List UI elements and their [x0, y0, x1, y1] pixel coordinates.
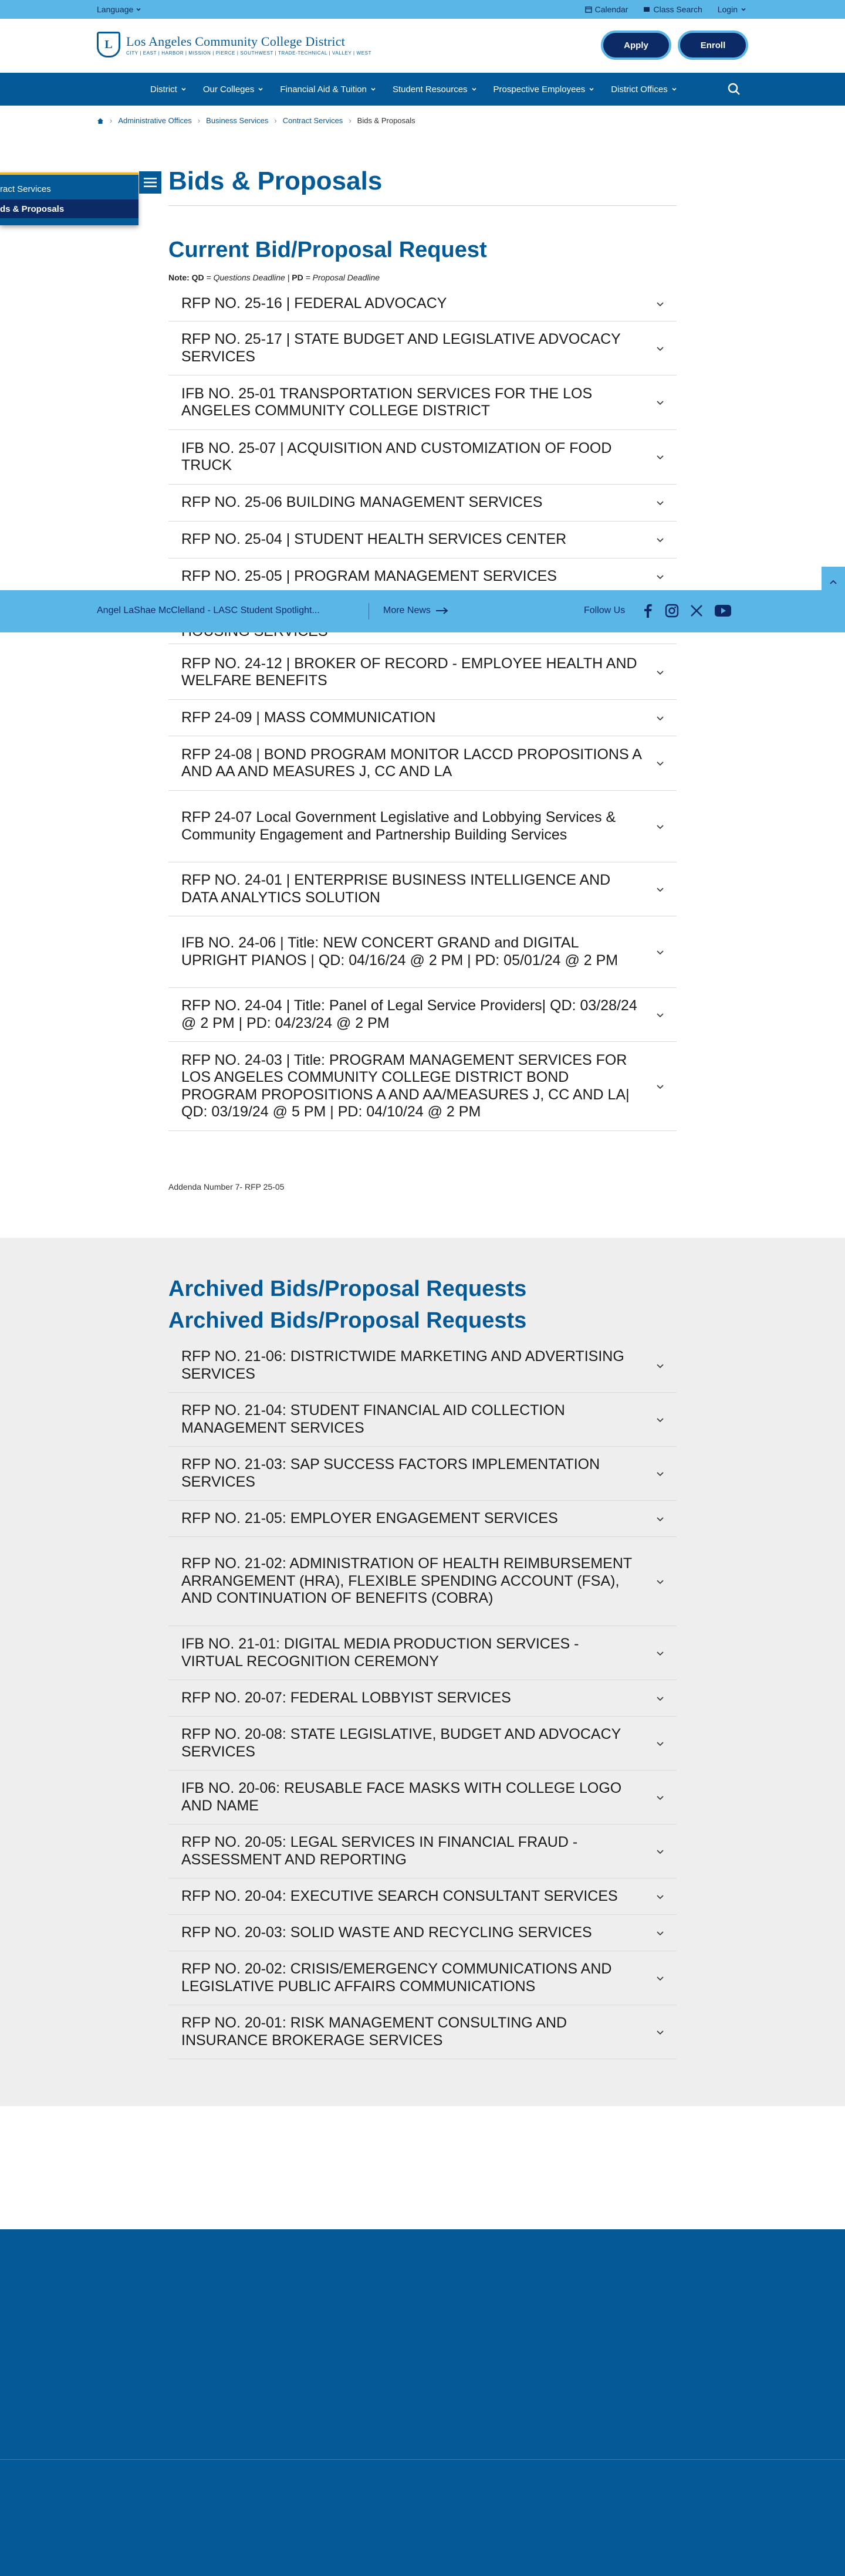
calendar-label: Calendar — [594, 5, 628, 14]
chevron-down-icon — [655, 1082, 665, 1091]
chevron-down-icon — [370, 86, 376, 92]
nav-item-financial-aid[interactable] — [280, 84, 376, 94]
chevron-down-icon — [655, 398, 665, 407]
nav-label: Our Colleges — [202, 84, 255, 94]
accordion-label: IFB NO. 25-07 | ACQUISITION AND CUSTOMIZATION OF FOOD TRUCK — [181, 439, 612, 473]
accordion-item[interactable] — [168, 1717, 677, 1771]
search-icon[interactable] — [726, 81, 742, 97]
main-nav — [0, 73, 845, 106]
x-twitter-icon[interactable] — [689, 604, 704, 618]
site-header — [0, 19, 845, 73]
chevron-down-icon — [655, 1928, 665, 1938]
chevron-down-icon — [655, 759, 665, 768]
accordion-label: RFP NO. 21-05: EMPLOYER ENGAGEMENT SERVICES — [181, 1509, 558, 1526]
chevron-down-icon — [655, 1514, 665, 1524]
site-logo[interactable] — [97, 32, 371, 57]
accordion-label: RFP NO. 21-03: SAP SUCCESS FACTORS IMPLEMENTATION SERVICES — [181, 1456, 600, 1490]
chevron-down-icon — [258, 86, 263, 92]
accordion-label: RFP NO. 25-04 | STUDENT HEALTH SERVICES CENTER — [181, 531, 567, 548]
chevron-down-icon — [655, 1415, 665, 1424]
accordion-label: RFP NO. 24-03 | Title: PROGRAM MANAGEMENT SERVICES FOR LOS ANGELES COMMUNITY COLLEGE DISTRICT BOND PROGRAM PROPOSITIONS A AND AA/MEASURES J, CC AND LA| QD: 03/19/24 @ 5 PM | PD: 04/10/24 @ 2 PM — [181, 1051, 630, 1120]
breadcrumb-contract-services[interactable]: Contract Services — [282, 116, 343, 125]
footer-divider — [0, 2459, 845, 2460]
chevron-down-icon — [655, 885, 665, 894]
accordion-label: RFP NO. 20-08: STATE LEGISLATIVE, BUDGET AND ADVOCACY SERVICES — [181, 1726, 621, 1760]
accordion-label: RFP NO. 20-07: FEDERAL LOBBYIST SERVICES — [181, 1689, 511, 1706]
current-requests-accordion — [168, 286, 677, 595]
accordion-label: RFP NO. 24-01 | ENTERPRISE BUSINESS INTELLIGENCE AND DATA ANALYTICS SOLUTION — [181, 872, 611, 906]
youtube-icon[interactable] — [714, 604, 732, 617]
nav-label: Prospective Employees — [493, 84, 586, 94]
chevron-down-icon — [655, 1974, 665, 1983]
nav-item-student-resources[interactable] — [393, 84, 477, 94]
arrow-right-icon — [435, 607, 448, 614]
chevron-down-icon — [655, 299, 665, 309]
nav-item-our-colleges[interactable] — [203, 84, 264, 94]
social-links — [641, 603, 732, 618]
accordion-item[interactable] — [168, 988, 677, 1042]
enroll-button[interactable]: Enroll — [678, 31, 748, 60]
chevron-down-icon — [741, 6, 746, 12]
utility-bar — [0, 0, 845, 19]
accordion-item[interactable] — [168, 1393, 677, 1447]
accordion-item[interactable] — [168, 522, 677, 558]
breadcrumb-separator: › — [274, 116, 277, 125]
accordion-label: RFP NO. 25-16 | FEDERAL ADVOCACY — [181, 295, 447, 312]
chevron-down-icon — [655, 572, 665, 581]
accordion-item[interactable] — [168, 700, 677, 736]
chevron-down-icon — [655, 344, 665, 353]
more-news-link[interactable] — [383, 605, 448, 616]
accordion-item[interactable] — [168, 1771, 677, 1824]
chevron-down-icon — [655, 1847, 665, 1856]
chevron-down-icon — [655, 1793, 665, 1802]
breadcrumb — [97, 116, 415, 125]
language-label: Language — [97, 5, 134, 14]
accordion-label: RFP NO. 24-12 | BROKER OF RECORD - EMPLOYEE HEALTH AND WELFARE BENEFITS — [181, 655, 637, 689]
chevron-down-icon — [655, 452, 665, 462]
accordion-item[interactable] — [168, 1447, 677, 1501]
accordion-item[interactable] — [168, 286, 677, 321]
facebook-icon[interactable] — [641, 603, 654, 618]
addenda-link[interactable]: Addenda Number 7- RFP 25-05 — [168, 1182, 285, 1191]
nav-label: District — [150, 84, 177, 94]
accordion-item[interactable] — [168, 485, 677, 522]
accordion-label: RFP NO. 20-02: CRISIS/EMERGENCY COMMUNICATIONS AND LEGISLATIVE PUBLIC AFFAIRS COMMUNICATIONS — [181, 1961, 612, 1995]
accordion-label: RFP NO. 21-02: ADMINISTRATION OF HEALTH REIMBURSEMENT ARRANGEMENT (HRA), FLEXIBLE SPENDING ACCOUNT (FSA), AND CONTINUATION OF BENEFITS (COBRA) — [181, 1555, 632, 1607]
class-search-label: Class Search — [653, 5, 702, 14]
news-alert-bar — [0, 590, 845, 632]
accordion-label: RFP NO. 24-04 | Title: Panel of Legal Service Providers| QD: 03/28/24 @ 2 PM | PD: 04/23/24 @ 2 PM — [181, 997, 637, 1031]
chevron-down-icon — [471, 86, 477, 92]
breadcrumb-separator: › — [197, 116, 201, 125]
accordion-item[interactable] — [168, 1339, 677, 1393]
breadcrumb-separator: › — [110, 116, 113, 125]
instagram-icon[interactable] — [665, 604, 679, 618]
chevron-down-icon — [655, 713, 665, 723]
accordion-item[interactable] — [168, 430, 677, 485]
login-label: Login — [717, 5, 738, 14]
note-qd: QD — [191, 273, 204, 282]
current-requests-accordion-continued — [168, 645, 677, 1131]
accordion-label: RFP 24-08 | BOND PROGRAM MONITOR LACCD PROPOSITIONS A AND AA AND MEASURES J, CC AND LA — [181, 746, 641, 780]
accordion-item[interactable] — [168, 791, 677, 862]
accordion-item[interactable] — [168, 1042, 677, 1131]
nav-item-district-offices[interactable] — [611, 84, 677, 94]
current-requests-heading: Current Bid/Proposal Request — [168, 238, 487, 262]
accordion-item[interactable] — [168, 916, 677, 988]
nav-label: Student Resources — [392, 84, 468, 94]
chevron-down-icon — [655, 1361, 665, 1370]
site-footer — [0, 2229, 845, 2576]
chevron-down-icon — [655, 2027, 665, 2037]
note-qd-text: = Questions Deadline | — [204, 273, 292, 282]
hamburger-icon — [144, 177, 157, 188]
class-search-icon — [643, 6, 650, 13]
chevron-down-icon — [589, 86, 594, 92]
chevron-down-icon — [655, 1648, 665, 1658]
login-menu[interactable] — [718, 5, 746, 14]
chevron-up-icon — [829, 577, 838, 587]
deadline-note — [168, 273, 380, 282]
breadcrumb-current: Bids & Proposals — [357, 116, 415, 125]
chevron-down-icon — [181, 86, 187, 92]
accordion-label: RFP NO. 20-04: EXECUTIVE SEARCH CONSULTANT SERVICES — [181, 1887, 618, 1904]
logo-subtitle: CITY | EAST | HARBOR | MISSION | PIERCE | SOUTHWEST | TRADE-TECHNICAL | VALLEY | WEST — [126, 50, 372, 56]
accordion-item[interactable] — [168, 1951, 677, 2005]
title-divider — [168, 205, 677, 206]
note-label: Note: — [168, 273, 190, 282]
note-pd: PD — [292, 273, 303, 282]
accordion-label: RFP NO. 20-03: SOLID WASTE AND RECYCLING SERVICES — [181, 1924, 592, 1941]
chevron-down-icon — [655, 947, 665, 957]
sidebar-item-bids-proposals[interactable]: ds & Proposals — [0, 199, 138, 218]
chevron-down-icon — [655, 1577, 665, 1586]
accordion-label: RFP NO. 20-05: LEGAL SERVICES IN FINANCIAL FRAUD - ASSESSMENT AND REPORTING — [181, 1834, 578, 1868]
accordion-item[interactable] — [168, 1824, 677, 1878]
accordion-item[interactable] — [168, 736, 677, 791]
accordion-item[interactable] — [168, 321, 677, 375]
accordion-item[interactable] — [168, 1501, 677, 1537]
accordion-label: RFP NO. 25-05 | PROGRAM MANAGEMENT SERVICES — [181, 568, 557, 585]
chevron-down-icon — [655, 1469, 665, 1478]
breadcrumb-separator: › — [349, 116, 351, 125]
nav-label: Financial Aid & Tuition — [280, 84, 367, 94]
calendar-icon — [585, 6, 592, 13]
chevron-down-icon — [655, 498, 665, 507]
back-to-top-button[interactable] — [822, 567, 845, 597]
archived-requests-accordion — [168, 1339, 677, 2059]
nav-label: District Offices — [611, 84, 668, 94]
accordion-item[interactable] — [168, 862, 677, 916]
logo-name: Los Angeles Community College District — [126, 33, 346, 49]
accordion-label: RFP NO. 21-04: STUDENT FINANCIAL AID COLLECTION MANAGEMENT SERVICES — [181, 1402, 565, 1436]
accordion-item[interactable] — [168, 375, 677, 430]
accordion-label: RFP 24-09 | MASS COMMUNICATION — [181, 709, 436, 726]
accordion-label: RFP NO. 25-17 | STATE BUDGET AND LEGISLATIVE ADVOCACY SERVICES — [181, 331, 621, 365]
accordion-item[interactable] — [168, 2005, 677, 2059]
follow-us-label: Follow Us — [584, 605, 626, 615]
accordion-item[interactable] — [168, 1537, 677, 1626]
chevron-down-icon — [655, 535, 665, 544]
language-selector[interactable] — [97, 5, 141, 14]
accordion-label: IFB NO. 21-01: DIGITAL MEDIA PRODUCTION SERVICES - VIRTUAL RECOGNITION CEREMONY — [181, 1636, 579, 1670]
accordion-item[interactable] — [168, 1878, 677, 1915]
accordion-label: RFP NO. 25-06 BUILDING MANAGEMENT SERVICES — [181, 494, 543, 511]
chevron-down-icon — [655, 668, 665, 677]
accordion-label: IFB NO. 25-01 TRANSPORTATION SERVICES FOR THE LOS ANGELES COMMUNITY COLLEGE DISTRICT — [181, 385, 593, 419]
breadcrumb-administrative-offices[interactable]: Administrative Offices — [118, 116, 192, 125]
accordion-item[interactable] — [168, 645, 677, 700]
seal-icon: L — [97, 32, 120, 57]
accordion-item[interactable] — [168, 1626, 677, 1680]
accordion-label: RFP 24-07 Local Government Legislative and Lobbying Services & Community Engagement and Partnership Building Services — [181, 809, 616, 843]
nav-item-district[interactable] — [150, 84, 187, 94]
sidebar-toggle-button[interactable] — [139, 171, 161, 194]
chevron-down-icon — [136, 6, 141, 12]
archived-heading-repeat: Archived Bids/Proposal Requests — [168, 1308, 527, 1333]
note-pd-text: = Proposal Deadline — [303, 273, 380, 282]
accordion-label: IFB NO. 20-06: REUSABLE FACE MASKS WITH COLLEGE LOGO AND NAME — [181, 1780, 622, 1814]
archived-heading: Archived Bids/Proposal Requests — [168, 1277, 527, 1301]
accordion-item[interactable] — [168, 1680, 677, 1717]
accordion-item[interactable] — [168, 1915, 677, 1951]
apply-button[interactable]: Apply — [601, 31, 671, 60]
chevron-down-icon — [655, 1739, 665, 1748]
accordion-label: RFP NO. 21-06: DISTRICTWIDE MARKETING AND ADVERTISING SERVICES — [181, 1348, 624, 1382]
accordion-label: IFB NO. 24-06 | Title: NEW CONCERT GRAND and DIGITAL UPRIGHT PIANOS | QD: 04/16/24 @ 2 PM | PD: 05/01/24 @ 2 PM — [181, 935, 618, 969]
more-news-label: More News — [383, 605, 431, 615]
page-title: Bids & Proposals — [168, 167, 383, 195]
home-icon[interactable] — [97, 117, 104, 124]
news-headline-link[interactable]: Angel LaShae McClelland - LASC Student Spotlight... — [97, 605, 320, 615]
calendar-link[interactable] — [585, 5, 628, 14]
class-search-link[interactable] — [643, 5, 702, 14]
nav-item-prospective-employees[interactable] — [494, 84, 595, 94]
chevron-down-icon — [655, 1892, 665, 1901]
chevron-down-icon — [655, 1694, 665, 1703]
chevron-down-icon — [671, 86, 677, 92]
sidebar-menu — [0, 172, 138, 225]
chevron-down-icon — [655, 822, 665, 831]
chevron-down-icon — [655, 1010, 665, 1020]
accordion-label: RFP NO. 20-01: RISK MANAGEMENT CONSULTING AND INSURANCE BROKERAGE SERVICES — [181, 2015, 567, 2049]
sidebar-item-contract-services[interactable]: ract Services — [0, 184, 51, 194]
breadcrumb-business-services[interactable]: Business Services — [206, 116, 269, 125]
